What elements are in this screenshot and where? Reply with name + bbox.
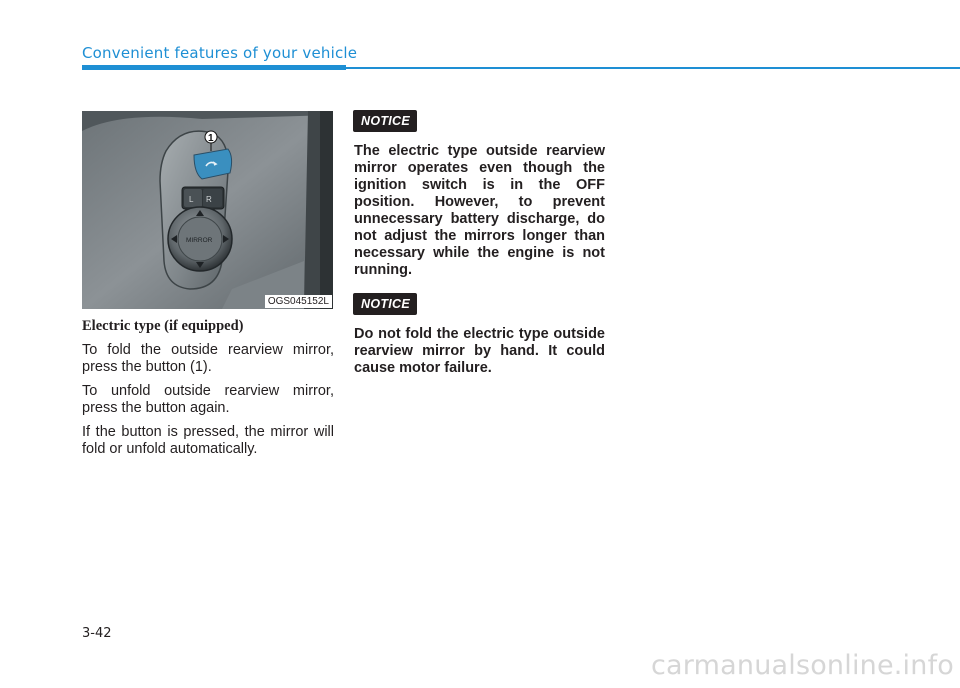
notice-badge: NOTICE — [354, 294, 416, 314]
page-number: 3-42 — [82, 626, 112, 641]
paragraph: To fold the outside rearview mirror, press the button (1). — [82, 342, 334, 375]
svg-text:L: L — [189, 195, 194, 204]
notice-badge: NOTICE — [354, 111, 416, 131]
section-title-bar — [82, 65, 346, 70]
right-column — [354, 111, 605, 377]
notice-text: The electric type outside rearview mirror operates even though the ignition switch is in the OFF position. However, to prevent unnecessary battery discharge, do not adjust the mirrors longer than necessary while the engine is not running. — [354, 143, 605, 278]
subheading: Electric type (if equipped) — [82, 318, 244, 334]
svg-text:R: R — [206, 195, 212, 204]
paragraph: If the button is pressed, the mirror will fold or unfold automatically. — [82, 424, 334, 457]
paragraph: To unfold outside rearview mirror, press the button again. — [82, 383, 334, 416]
watermark: carmanualsonline.info — [651, 650, 954, 681]
header-rule — [346, 67, 960, 69]
mirror-switch-photo — [82, 111, 333, 309]
notice-text: Do not fold the electric type outside rearview mirror by hand. It could cause motor failure. — [354, 326, 605, 376]
figure-code: OGS045152L — [265, 295, 332, 308]
left-column — [82, 318, 334, 465]
svg-text:MIRROR: MIRROR — [186, 237, 213, 244]
svg-text:1: 1 — [208, 133, 214, 144]
section-title: Convenient features of your vehicle — [82, 44, 358, 62]
